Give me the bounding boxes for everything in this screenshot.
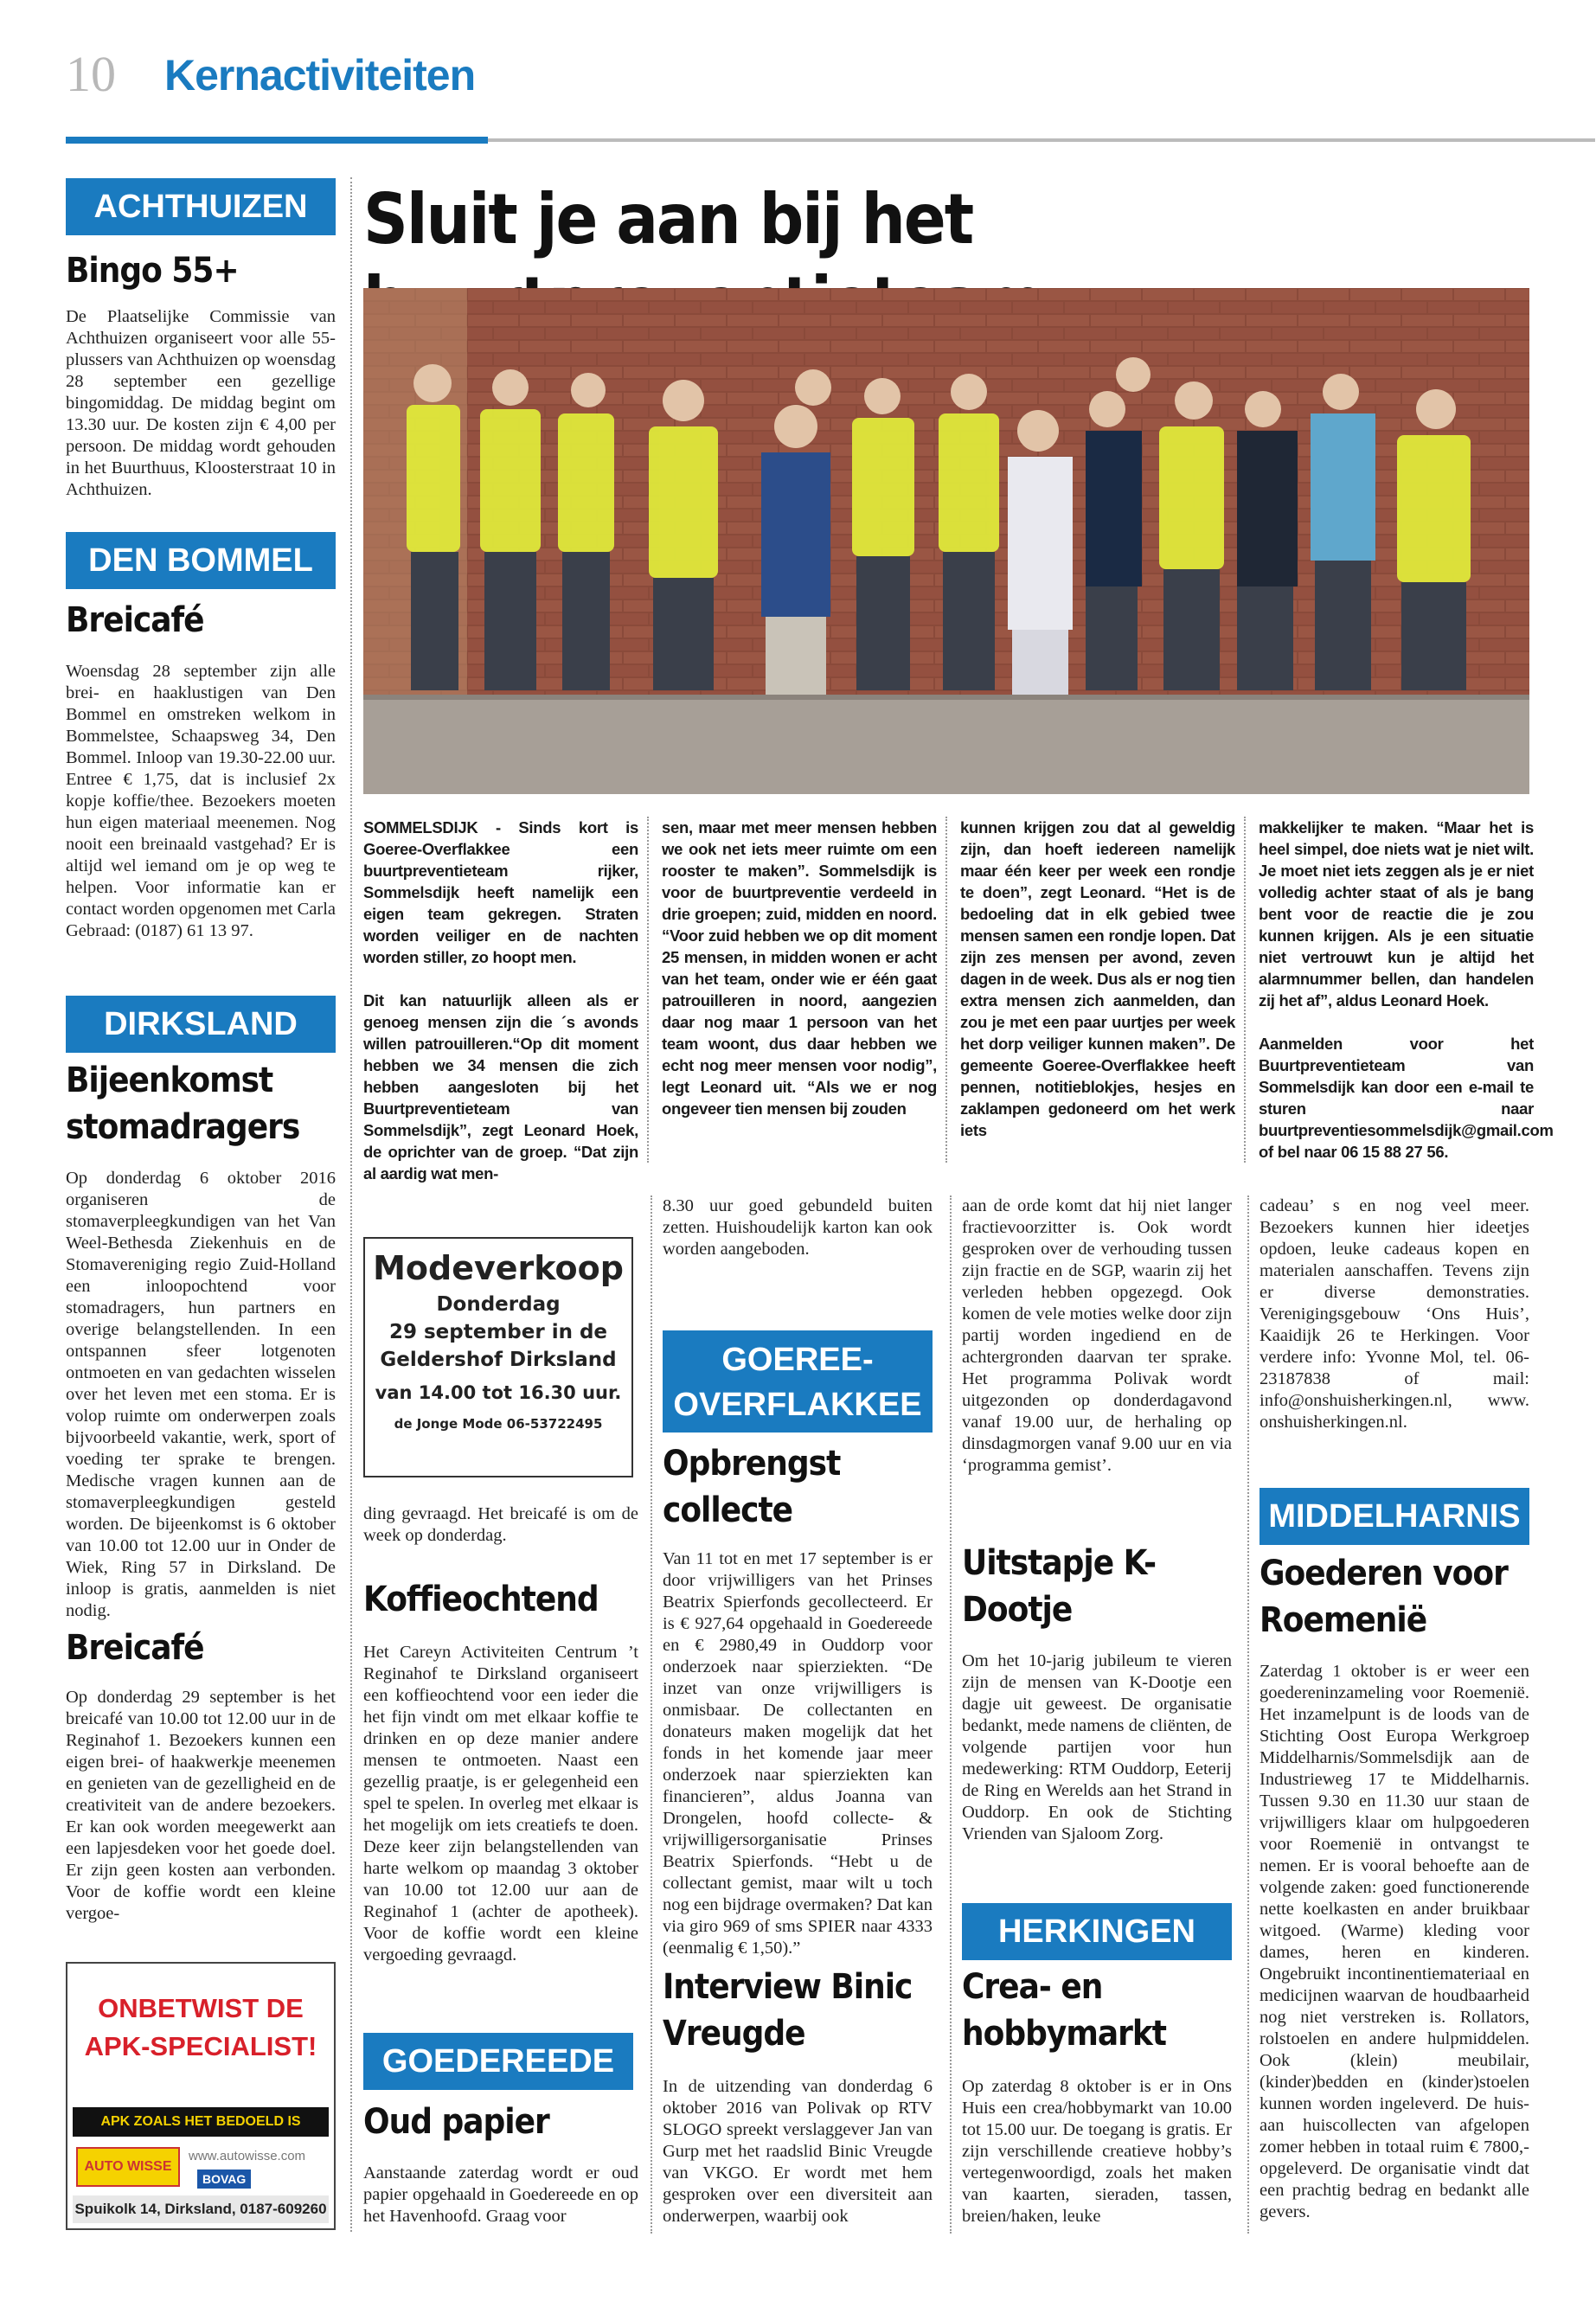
column-divider xyxy=(651,1195,652,2234)
body-hobbymarkt: Op zaterdag 8 oktober is er in Ons Huis een crea/hobbymarkt van 10.00 tot 15.00 uur. De toegang is gratis. Er zijn verschillende creatieve hobby’s vertegenwoordigd, zoals het maken van kaarten, sieraden, tassen, breien/haken, leuke xyxy=(962,2077,1232,2226)
title-bingo: Bingo 55+ xyxy=(66,251,239,291)
body-koffieochtend: Het Careyn Activiteiten Centrum ’t Reginahof te Dirksland organiseert een koffieochtend voor een ieder die het fijn vindt om met elkaar koffie te drinken en op deze manier andere mensen te ontmoeten. Naast een gezellig praatje, is er gelegenheid een spel te spelen. In overleg met elkaar is het mogelijk om iets creatiefs te doen. Deze keer zijn belangstellenden van harte welkom op maandag 3 oktober van 10.00 tot 12.00 uur aan de Reginahof 1 (achter de apotheek). Voor de koffie wordt een kleine vergoeding gevraagd. xyxy=(363,1643,638,1965)
apk-strip: APK ZOALS HET BEDOELD IS xyxy=(73,2107,329,2137)
column-divider xyxy=(1247,1195,1249,2234)
body-breicafe-continued: ding gevraagd. Het breicafé is om de week op donderdag. xyxy=(363,1504,638,1545)
column-divider xyxy=(350,177,352,2232)
body-uitstapje: Om het 10-jarig jubileum te vieren zijn de mensen van K-Dootje een dagje uit geweest. De organisatie bedankt, mede namens de cliënten, de volgende partijen voor hun medewerking: RTM Ouddorp, Eeterij de Ring en Werelds aan het Strand in Ouddorp. En ook de Stichting Vrienden van Sjaloom Zorg. xyxy=(962,1651,1232,1843)
body-interview: In de uitzending van donderdag 6 oktober 2016 van Polivak op RTV SLOGO spreekt verslaggever Jan van Gurp met het raadslid Binic Vreugde van VKGO. Er wordt met hem gesproken over een diversiteit aan onderwerpen, waarbij ook xyxy=(663,2077,933,2226)
apk-url: www.autowisse.com xyxy=(189,2149,306,2163)
body-breicafe-dirksland: Op donderdag 29 september is het breicafé van 10.00 tot 12.00 uur in de Reginahof 1. Bezoekers kunnen een eigen brei- of haakwerkje meenemen en genieten van de gezelligheid en de creativiteit van de andere bezoekers. Er kan ook worden meegewerkt aan een lapjesdeken voor het goede doel. Er zijn geen kosten aan verbonden. Voor de koffie wordt een kleine vergoe- xyxy=(66,1688,336,1923)
banner-goeree-line1: GOEREE- xyxy=(721,1342,874,1378)
auto-wisse-brand: AUTO WISSE xyxy=(84,2159,172,2174)
column-divider xyxy=(1244,817,1246,1163)
title-uitstapje: Uitstapje K-Dootje xyxy=(962,1543,1157,1630)
body-oud-papier-continued: 8.30 uur goed gebundeld buiten zetten. Huishoudelijk karton kan ook worden aangeboden. xyxy=(663,1196,933,1259)
banner-herkingen: HERKINGEN xyxy=(962,1903,1232,1960)
body-interview-continued: aan de orde komt dat hij niet langer fractievoorzitter is. Ook wordt gesproken over de verhouding tussen zijn fractie en de SGP, waarin zij het verleden hebben opgezegd. Ook komen de vele moties welke door zijn partij worden ingediend en de achtergronden daarvan ter sprake. Het programma Polivak wordt uitgezonden op donderdagavond vanaf 19.00 uur, de herhaling op dinsdagmorgen vanaf 9.00 uur en via ‘programma gemist’. xyxy=(962,1196,1232,1475)
main-col1-lead: SOMMELSDIJK - Sinds kort is Goeree-Overflakkee een buurtpreventieteam rijker, Sommelsdijk heeft namelijk een eigen team gekregen. Straten worden veiliger en de nachten worden stiller, zo hoopt men. xyxy=(363,818,638,966)
apk-advertisement[interactable] xyxy=(66,1962,336,2230)
title-interview: Interview Binic Vreugde xyxy=(663,1967,913,2054)
body-bingo: De Plaatselijke Commissie van Achthuizen organiseert voor alle 55-plussers van Achthuizen op woensdag 28 september een gezellige bingomiddag. De middag begint om 13.30 uur. De kosten zijn € 4,00 per persoon. De middag wordt gehouden in het Buurthuus, Kloosterstraat 10 in Achthuizen. xyxy=(66,307,336,499)
banner-goeree-overflakkee xyxy=(663,1330,933,1433)
team-photo-illustration xyxy=(363,288,1529,794)
mode-title: Modeverkoop xyxy=(373,1249,624,1287)
modeverkoop-advertisement[interactable] xyxy=(363,1237,633,1477)
banner-goeree-line2: OVERFLAKKEE xyxy=(673,1387,922,1423)
column-divider xyxy=(647,817,649,1163)
mode-day: Donderdag xyxy=(436,1293,561,1316)
apk-address: Spuikolk 14, Dirksland, 0187-609260 xyxy=(73,2195,329,2223)
title-oud-papier: Oud papier xyxy=(363,2102,549,2142)
banner-den-bommel: DEN BOMMEL xyxy=(66,532,336,589)
main-col-2: sen, maar met meer mensen hebben we ook net iets meer ruimte om een rooster te maken”. Sommelsdijk is voor de buurtpreventie verdeeld in drie groepen; zuid, midden en noord. “Voor zuid hebben we op dit moment 25 mensen, in midden wonen er acht van het team, onder wie er één gaat patrouilleren in noord, aangezien daar nog maar 1 persoon van het team woont, dus daar hebben we echt nog meer mensen voor nodig”, legt Leonard uit. “Als we er nog ongeveer tien mensen bij zouden xyxy=(662,818,937,1118)
body-hobbymarkt-continued: cadeau’ s en nog veel meer. Bezoekers kunnen hier ideetjes opdoen, leuke cadeaus kopen en materialen aanschaffen. Tevens zijn er diverse demonstraties. Verenigingsgebouw ‘Ons Huis’, Kaaidijk 26 te Herkingen. Voor verdere info: Yvonne Mol, tel. 06-23187838 of mail: info@onshuisherkingen.nl, www. onshuisherkingen.nl. xyxy=(1259,1196,1529,1432)
title-koffieochtend: Koffieochtend xyxy=(363,1580,599,1619)
main-headline: Sluit je aan bij het xyxy=(363,179,973,260)
banner-goedereede: GOEDEREEDE xyxy=(363,2033,633,2090)
title-opbrengst-collecte: Opbrengst collecte xyxy=(663,1444,841,1530)
mode-time: van 14.00 tot 16.30 uur. xyxy=(375,1382,622,1403)
mode-location: Geldershof Dirksland xyxy=(380,1349,617,1371)
header-rule xyxy=(488,138,1595,142)
body-breicafe-den-bommel: Woensdag 28 september zijn alle brei- en haaklustigen van Den Bommel en omstreken welkom in Bommelstee, Schaapsweg 34, Den Bommel. Inloop van 19.30-22.00 uur. Entree € 1,75, dat is inclusief 2x kopje koffie/thee. Bezoekers moeten hun eigen materiaal meenemen. Nog nooit een breinaald vastgehad? Er is altijd wel iemand om je op weg te helpen. Voor informatie kan er contact worden opgenomen met Carla Gebraad: (0187) 61 13 97. xyxy=(66,662,336,940)
main-col4-contact: Aanmelden voor het Buurtpreventieteam van Sommelsdijk kan door een e-mail te sturen naar buurtpreventiesommelsdijk@gmail.com of bel naar 06 15 88 27 56. xyxy=(1259,1035,1554,1161)
body-opbrengst-collecte: Van 11 tot en met 17 september is er door vrijwilligers van het Prinses Beatrix Spierfonds gecollecteerd. Er is € 927,64 opgehaald in Goedereede en € 2980,49 in Ouddorp voor onderzoek naar spierziekten. “De inzet van onze vrijwilligers is onmisbaar. De collectanten en donateurs maken mogelijk dat het fonds in het komende jaar meer onderzoek naar spierziekten kan financieren”, aldus Joanna van Drongelen, hoofd collecte- & vrijwilligersorganisatie Prinses Beatrix Spierfonds. “Hebt u de collectant gemist, maar wilt u toch nog een bijdrage overmaken? Dat kan via giro 969 of sms SPIER naar 4333 (eenmalig € 1,50).” xyxy=(663,1549,933,1958)
banner-achthuizen: ACHTHUIZEN xyxy=(66,178,336,235)
main-col-3: kunnen krijgen zou dat al geweldig zijn, dan hoeft iedereen namelijk maar één keer per week een rondje te doen”, zegt Leonard. “Het is de bedoeling dat in elk gebied twee mensen samen een rondje lopen. Dat zijn zes mensen per avond, zeven dagen in de week. Dus als er nog tien extra mensen zich aanmelden, dan zou je met een paar uurtjes per week het dorp veiliger kunnen maken”. De gemeente Goeree-Overflakkee heeft pennen, notitieblokjes, hesjes en zaklampen gedoneerd om het werk iets xyxy=(960,818,1235,1139)
bovag-logo xyxy=(197,2170,251,2189)
body-stomadragers: Op donderdag 6 oktober 2016 organiseren de stomaverpleegkundigen van het Van Weel-Bethesda Ziekenhuis en de Stomavereniging regio Zuid-Holland een inloopochtend voor stomadragers, hun partners en overige belangstellenden. In een ontspannen sfeer lotgenoten ontmoeten en van gedachten wisselen over het leven met een stoma. Er is volop ruimte om onderwerpen zoals bijvoorbeeld vakantie, werk, sport of voeding ter sprake te brengen. Medische vragen kunnen aan de stomaverpleegkundigen gesteld worden. De bijeenkomst is 6 oktober van 10.00 tot 12.00 uur in Onder de Wiek, Ring 57 in Dirksland. De inloop is gratis, aanmelden is niet nodig. xyxy=(66,1169,336,1620)
title-hobbymarkt: Crea- en hobbymarkt xyxy=(962,1967,1166,2054)
column-divider xyxy=(950,1195,952,2234)
main-col1-body: Dit kan natuurlijk alleen als er genoeg mensen zijn die ´s avonds willen patrouilleren.“Op dit moment hebben we 34 mensen die zich hebben aangesloten bij het Buurtpreventieteam van Sommelsdijk”, zegt Leonard Hoek, de oprichter van de groep. “Dat zijn al aardig wat men- xyxy=(363,991,638,1183)
main-col-1 xyxy=(363,817,638,1184)
bovag-label: BOVAG xyxy=(202,2172,247,2186)
team-photo xyxy=(363,288,1529,794)
column-divider xyxy=(945,817,947,1163)
title-roemenie: Goederen voor Roemenië xyxy=(1259,1554,1508,1640)
mode-date: 29 september in de xyxy=(388,1321,608,1343)
apk-headline: ONBETWIST DE APK-SPECIALIST! xyxy=(84,1993,317,2061)
header-rule-accent xyxy=(66,137,488,144)
banner-middelharnis: MIDDELHARNIS xyxy=(1259,1488,1529,1545)
body-roemenie: Zaterdag 1 oktober is er weer een goedereninzameling voor Roemenië. Het inzamelpunt is de loods van de Stichting Oost Europa Werkgroep Middelharnis/Sommelsdijk aan de Industrieweg 17 te Middelharnis. Tussen 9.30 en 11.30 uur staan de vrijwilligers klaar om hulpgoederen voor Roemenië in ontvangst te nemen. Er is vooral behoefte aan de volgende zaken: goed functionerende nette koelkasten en ander bruikbaar witgoed. (Warme) kleding voor dames, heren en kinderen. Ongebruikt incontinentiemateriaal en medicijnen waarvan de houdbaarheid nog niet verstreken is. Rollators, rolstoelen en andere hulpmiddelen. Ook (klein) meubilair, (kinder)bedden en (kinder)stoelen kunnen worden ingeleverd. De huis-aan huiscollecten van afgelopen zomer hebben in totaal ruim € 7800,- opgeleverd. De organisatie vindt dat een prachtig bedrag en bedankt alle gevers. xyxy=(1259,1662,1529,2221)
title-stomadragers: Bijeenkomst stomadragers xyxy=(66,1061,300,1147)
main-col4-body: makkelijker te maken. “Maar het is heel simpel, doe niets wat je niet wilt. Je moet niet iets zeggen als je er niet volledig achter staat of als je bang bent voor de reactie die je zou kunnen krijgen. Als je een situatie niet vertrouwt kun je altijd het alarmnummer bellen, dan handelen zij het af”, aldus Leonard Hoek. xyxy=(1259,818,1534,1009)
title-breicafe-den-bommel: Breicafé xyxy=(66,600,204,640)
page-number: 10 xyxy=(66,46,116,102)
auto-wisse-logo xyxy=(76,2147,180,2187)
banner-dirksland: DIRKSLAND xyxy=(66,996,336,1053)
body-oud-papier: Aanstaande zaterdag wordt er oud papier opgehaald in Goedereede en op het Havenhoofd. Graag voor xyxy=(363,2163,638,2226)
main-col-4 xyxy=(1259,817,1554,1163)
mode-contact: de Jonge Mode 06-53722495 xyxy=(394,1416,603,1432)
section-title: Kernactiviteiten xyxy=(164,51,476,99)
title-breicafe-dirksland: Breicafé xyxy=(66,1628,204,1668)
